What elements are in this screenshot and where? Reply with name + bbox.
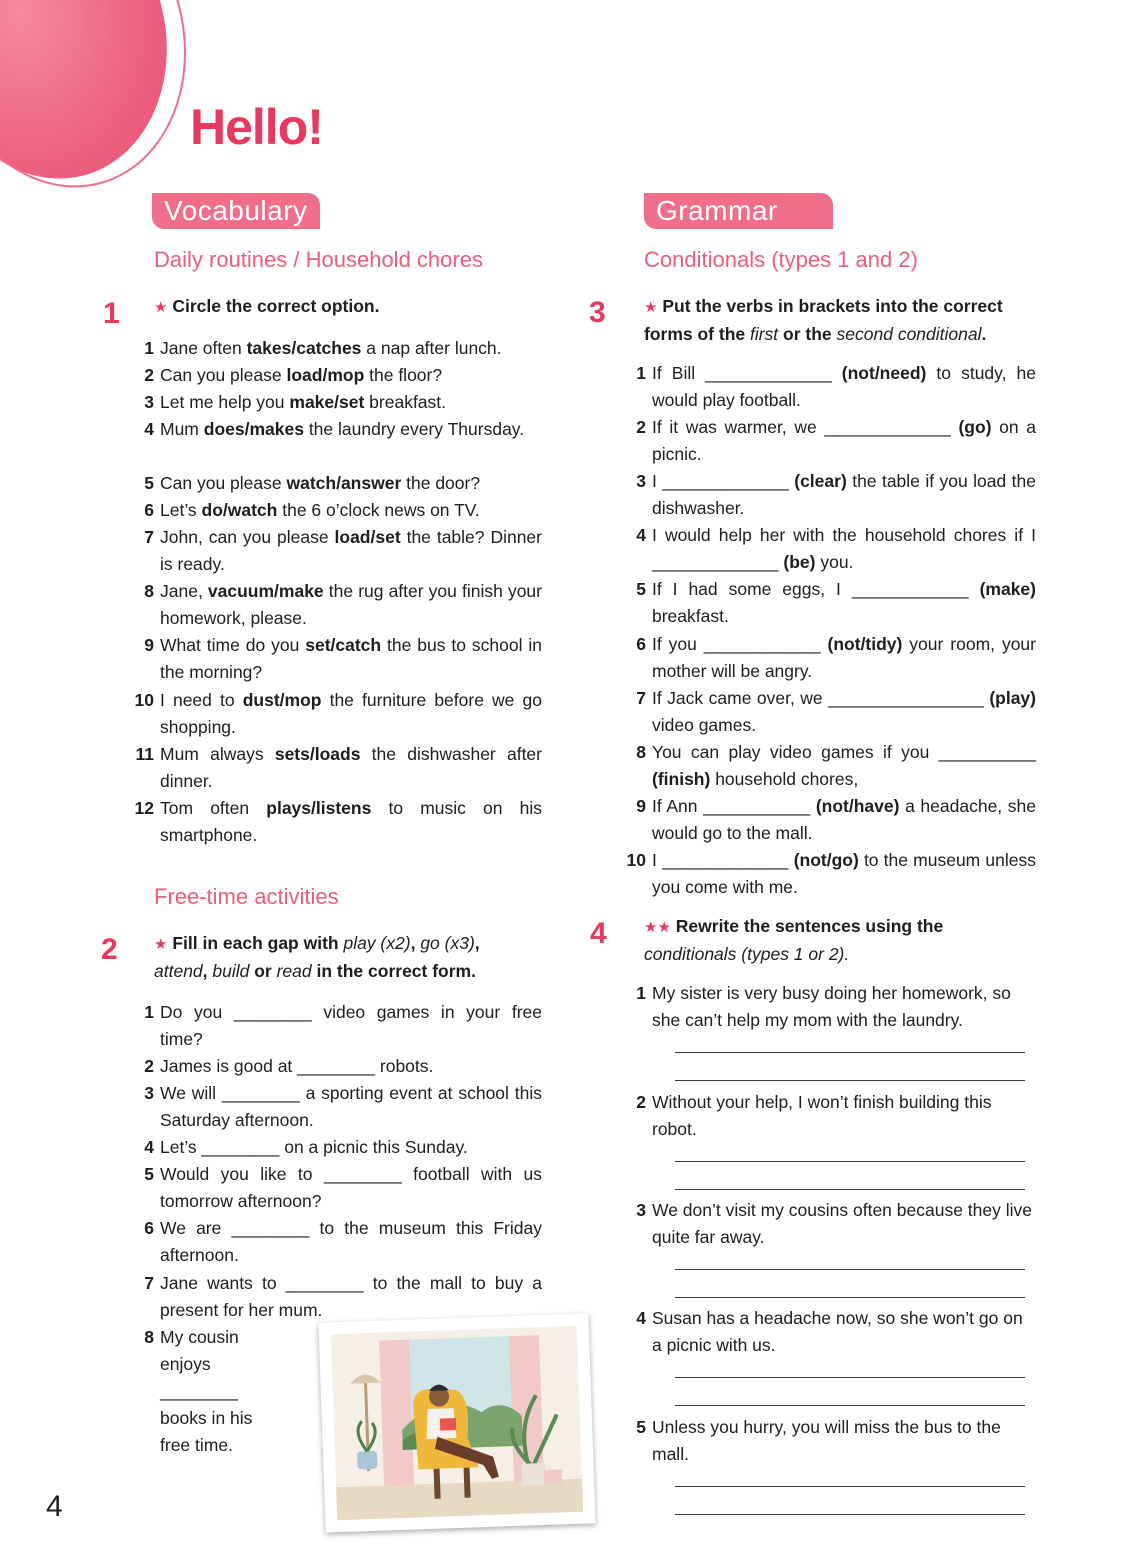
item-number: 10 [626,850,646,870]
instr-part: , [410,933,421,953]
item-text-part: breakfast. [652,606,729,626]
item-number: 6 [636,634,646,654]
instr-part: second conditional [836,324,982,344]
item-text-part: Jane often [160,338,247,358]
answer-line [675,1405,1025,1406]
item-text-part: breakfast. [364,392,447,412]
item-text-bold: dust/mop [242,690,322,710]
instr-part: or the [778,324,837,344]
item-text-bold: takes/catches [246,338,362,358]
item-number: 6 [144,1218,154,1238]
item-text-bold: does/makes [203,419,304,439]
item-text [652,739,1036,793]
item-number: 1 [636,363,646,383]
exercise-number-4: 4 [590,917,607,950]
item-text-bold: (not/go) [793,850,859,870]
item-text [160,1215,542,1269]
exercise-number-1: 1 [103,297,120,330]
instr-part: attend [154,961,203,981]
item-text-part: Can you please [160,365,287,385]
item-number: 5 [144,473,154,493]
exercise-4-instruction [644,913,1036,968]
item-text-part: Jane wants to ________ to the mall to buy a present for her mum. [160,1273,542,1320]
item-number: 2 [636,1092,646,1112]
item-text-part: video games. [652,715,757,735]
item-number: 2 [636,417,646,437]
item-text-part: to the museum unless you come with me. [652,850,1036,897]
item-number: 1 [636,983,646,1003]
item-text-bold: (not/tidy) [827,634,903,654]
page-title: Hello! [190,99,323,155]
instr-part: play (x2) [343,933,411,953]
item-text-part: the 6 o’clock news on TV. [277,500,480,520]
item-text [160,1161,542,1215]
item-text-part: Let me help you [160,392,290,412]
subheading-conditionals: Conditionals (types 1 and 2) [644,247,918,272]
item-number: 3 [636,471,646,491]
item-number: 7 [636,688,646,708]
item-text [160,416,542,443]
item-text-part: Unless you hurry, you will miss the bus to the mall. [652,1417,1001,1464]
item-text [160,335,542,362]
item-text [652,847,1036,901]
item-text [652,793,1036,847]
grammar-section-label: Grammar [644,193,833,229]
item-number: 7 [144,1273,154,1293]
item-text-part: What time do you [160,635,306,655]
instr-part: read [276,961,312,981]
instr-part: first [749,324,779,344]
subheading-daily-routines: Daily routines / Household chores [154,247,483,272]
illustration-icon [318,1313,595,1532]
item-text-bold: vacuum/make [207,581,324,601]
item-text [652,468,1036,522]
item-number: 9 [144,635,154,655]
item-text-part: the bus to school in the morning? [160,635,542,682]
item-number: 6 [144,500,154,520]
answer-line [675,1080,1025,1081]
item-text-bold: (not/have) [815,796,900,816]
instr-part: or [249,961,277,981]
item-text-bold: make/set [289,392,365,412]
item-text-part: you. [815,552,854,572]
item-number: 5 [636,579,646,599]
item-text [160,999,542,1053]
star-icon: ★ [154,299,168,316]
exercise-number-3: 3 [589,296,606,329]
exercise-3-instruction [644,293,1036,348]
item-text-part: I _____________ [652,471,795,491]
item-text-part: the table? Dinner is ready. [160,527,542,574]
item-text-part: Susan has a headache now, so she won’t go on a picnic with us. [652,1308,1023,1355]
instr-part: , [474,933,480,953]
item-number: 5 [144,1164,154,1184]
item-text-part: If I had some eggs, I ____________ [652,579,980,599]
answer-line [675,1486,1025,1487]
item-text [160,1134,542,1161]
item-text [652,522,1036,576]
item-text-part: We don’t visit my cousins often because they live quite far away. [652,1200,1033,1247]
item-text-bold: (go) [958,417,992,437]
answer-line [675,1052,1025,1053]
item-text-part: If Ann ___________ [652,796,816,816]
item-text [160,632,542,686]
item-number: 12 [134,798,154,818]
item-text-part: the furniture before we go shopping. [160,690,542,737]
item-text-part: We will ________ a sporting event at school this Saturday afternoon. [160,1083,542,1130]
item-number: 1 [144,1002,154,1022]
subheading-free-time: Free-time activities [154,884,339,909]
item-text-part: to music on his smartphone. [160,798,542,845]
item-number: 3 [144,392,154,412]
header-ring-decoration [0,0,217,214]
item-text-part: If Bill _____________ [652,363,842,383]
item-text-part: I need to [160,690,243,710]
item-text-bold: load/mop [286,365,365,385]
item-number: 8 [144,1327,154,1347]
item-text-part: My sister is very busy doing her homework, so she can’t help my mom with the laundry. [652,983,1011,1030]
item-text [652,576,1036,630]
item-text-part: your room, your mother will be angry. [652,634,1036,681]
answer-line [675,1377,1025,1378]
exercise-1-instruction [154,293,544,321]
item-text-bold: (finish) [652,769,711,789]
instr-part: Rewrite the sentences using the [675,916,944,936]
item-text-part: Do you ________ video games in your free time? [160,1002,542,1049]
item-number: 4 [144,1137,154,1157]
item-text-bold: do/watch [201,500,278,520]
item-text [160,1270,542,1324]
item-text [160,389,542,416]
item-text-part: Mum always [160,744,275,764]
answer-line [675,1189,1025,1190]
item-number: 7 [144,527,154,547]
item-text-part: household chores, [710,769,859,789]
item-text [160,1324,282,1459]
item-text-part: the table if you load the dishwasher. [652,471,1036,518]
item-number: 5 [636,1417,646,1437]
item-number: 4 [636,1308,646,1328]
item-text-part: If Jack came over, we ________________ [652,688,990,708]
instr-part: conditionals (types 1 or 2). [644,944,850,964]
item-number: 8 [144,581,154,601]
item-text [160,524,542,578]
exercise-number-2: 2 [101,933,118,966]
item-text [652,631,1036,685]
item-text-part: a nap after lunch. [361,338,502,358]
item-text-part: My cousin enjoys ________ books in his free time. [160,1327,253,1455]
instr-part: Put the verbs in brackets into the correct forms of the [644,296,1003,344]
star-icon: ★ [644,299,658,316]
vocabulary-section-label: Vocabulary [152,193,320,229]
star-icon: ★ [154,936,168,953]
item-text [160,1080,542,1134]
item-text [652,980,1036,1034]
item-text-part: the door? [401,473,481,493]
item-text-bold: (make) [979,579,1036,599]
item-text-part: Let’s [160,500,202,520]
item-text-part: a headache, she would go to the mall. [652,796,1037,843]
item-text-part: John, can you please [160,527,335,547]
item-number: 4 [144,419,154,439]
item-text-bold: load/set [334,527,401,547]
instr-part: , [202,961,213,981]
item-text [160,1053,542,1080]
item-text-bold: (play) [989,688,1036,708]
item-text-part: I would help her with the household chores if I _____________ [652,525,1036,572]
item-text [160,497,542,524]
item-text [160,687,542,741]
item-text [160,578,542,632]
item-text-part: Would you like to ________ football with us tomorrow afternoon? [160,1164,542,1211]
item-text-bold: sets/loads [274,744,361,764]
item-text-part: If it was warmer, we _____________ [652,417,959,437]
item-text [652,685,1036,739]
item-text-part: Can you please [160,473,287,493]
item-number: 9 [636,796,646,816]
item-text-part: We are ________ to the museum this Friday afternoon. [160,1218,542,1265]
item-text [652,1414,1036,1468]
item-number: 2 [144,365,154,385]
item-text-part: If you ____________ [652,634,828,654]
item-text-part: the floor? [364,365,443,385]
item-text [160,470,542,497]
item-text-bold: set/catch [305,635,382,655]
item-number: 2 [144,1056,154,1076]
item-text-part: Mum [160,419,204,439]
answer-line [675,1297,1025,1298]
item-number: 1 [144,338,154,358]
item-text-part: Tom often [160,798,267,818]
exercise-2-instruction [154,930,544,985]
item-text-part: Without your help, I won’t finish building this robot. [652,1092,992,1139]
item-text [160,362,542,389]
instr-part: in the correct form. [311,961,476,981]
item-text-bold: (not/need) [841,363,927,383]
item-text-bold: (be) [783,552,816,572]
item-text-part: James is good at ________ robots. [160,1056,434,1076]
item-text [160,741,542,795]
item-text [160,795,542,849]
instr-part: Fill in each gap with [172,933,344,953]
item-number: 3 [144,1083,154,1103]
item-number: 11 [135,744,154,764]
item-text [652,1089,1036,1143]
exercise-1-instruction-text: Circle the correct option. [172,296,380,316]
item-number: 8 [636,742,646,762]
item-text-part: to study, he would play football. [652,363,1036,410]
answer-line [675,1161,1025,1162]
item-number: 3 [636,1200,646,1220]
item-text [652,1305,1036,1359]
instr-part: . [981,324,987,344]
item-text-bold: (clear) [794,471,847,491]
item-text [652,414,1036,468]
page-number: 4 [46,1490,63,1523]
reading-person-photo [318,1313,595,1532]
item-text [652,1197,1036,1251]
instr-part: go (x3) [420,933,475,953]
item-text-part: Let’s ________ on a picnic this Sunday. [160,1137,468,1157]
item-text [652,360,1036,414]
item-text-part: on a picnic. [652,417,1036,464]
item-text-part: You can play video games if you __________ [652,742,1036,762]
item-text-part: I _____________ [652,850,794,870]
item-text-part: Jane, [160,581,208,601]
star-icon: ★★ [644,919,671,936]
item-number: 4 [636,525,646,545]
item-text-bold: watch/answer [286,473,402,493]
item-text-bold: plays/listens [266,798,372,818]
item-text-part: the rug after you finish your homework, please. [160,581,542,628]
item-text-part: the dishwasher after dinner. [160,744,542,791]
item-text-part: the laundry every Thursday. [303,419,525,439]
instr-part: build [212,961,250,981]
answer-line [675,1269,1025,1270]
item-number: 10 [134,690,154,710]
answer-line [675,1514,1025,1515]
